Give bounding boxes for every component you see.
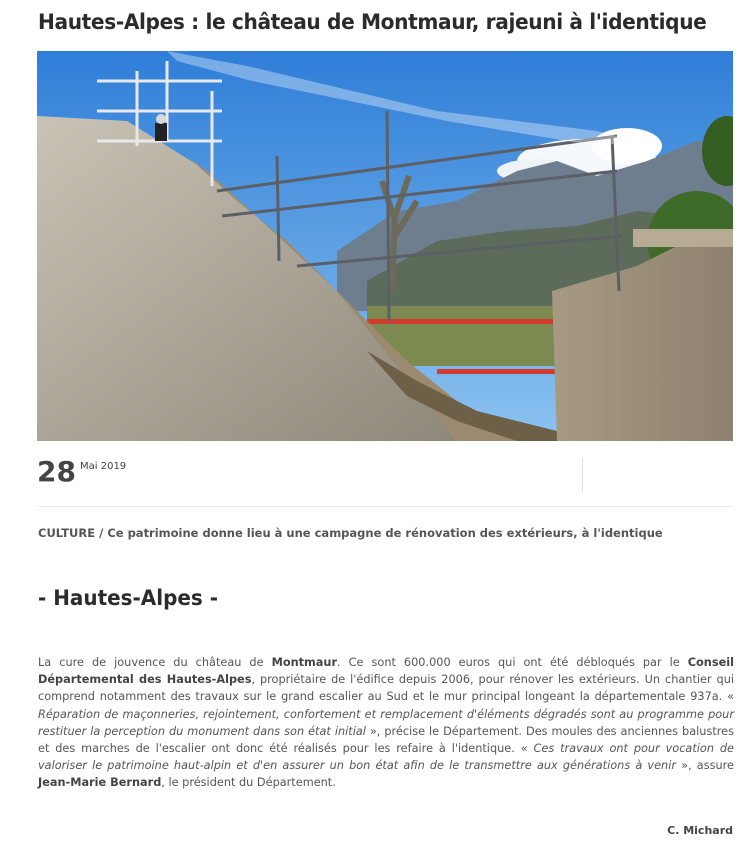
subtitle-text: Ce patrimoine donne lieu à une campagne de rénovation des extérieurs, à l'identique [107,526,663,540]
date-month: Mai 2019 [80,461,127,472]
subtitle-separator: / [95,526,108,540]
body-quote-2: Ces travaux ont pour vocation de valoriser le patrimoine haut-alpin et d'en assurer un bon état afin de le transmettre aux générations à venir [38,742,734,773]
region-heading: - Hautes-Alpes - [38,586,219,610]
category-label: CULTURE [38,526,96,540]
divider [37,506,733,507]
article-body [38,654,734,792]
article-photo [37,51,733,441]
body-text: », précise le Département. Des moules des anciennes balustres et des marches de l'escalier ont donc été réalisés pour les refaire à l'identique. « [38,724,734,756]
date-block [37,455,733,495]
body-text: , propriétaire de l'édifice depuis 2006, pour rénover les extérieurs. Un chantier qui comprend notamment des travaux sur le grand escalier au Sud et le mur principal longeant la départementale 937a. « [38,673,734,704]
body-bold-conseil: Conseil Départemental des Hautes-Alpes [38,656,734,687]
body-text: . Ce sont 600.000 euros qui ont été débloqués par le [337,656,688,669]
castle-renovation-photo [37,51,733,441]
body-quote-1: Réparation de maçonneries, rejointement, confortement et remplacement d'éléments dégradés sont au programme pour restituer la perception du monument dans son état initial [38,707,734,738]
date-day: 28 [37,455,76,488]
article-subtitle [38,526,663,540]
article-title: Hautes-Alpes : le château de Montmaur, rajeuni à l'identique [38,10,707,34]
body-bold-montmaur: Montmaur [271,656,338,669]
divider [582,458,583,492]
body-text: », assure [676,759,735,773]
body-text: La cure de jouvence du château de [38,656,272,669]
body-text: , le président du Département. [161,776,336,790]
body-bold-president: Jean-Marie Bernard [38,776,162,790]
article-author: C. Michard [667,824,733,837]
